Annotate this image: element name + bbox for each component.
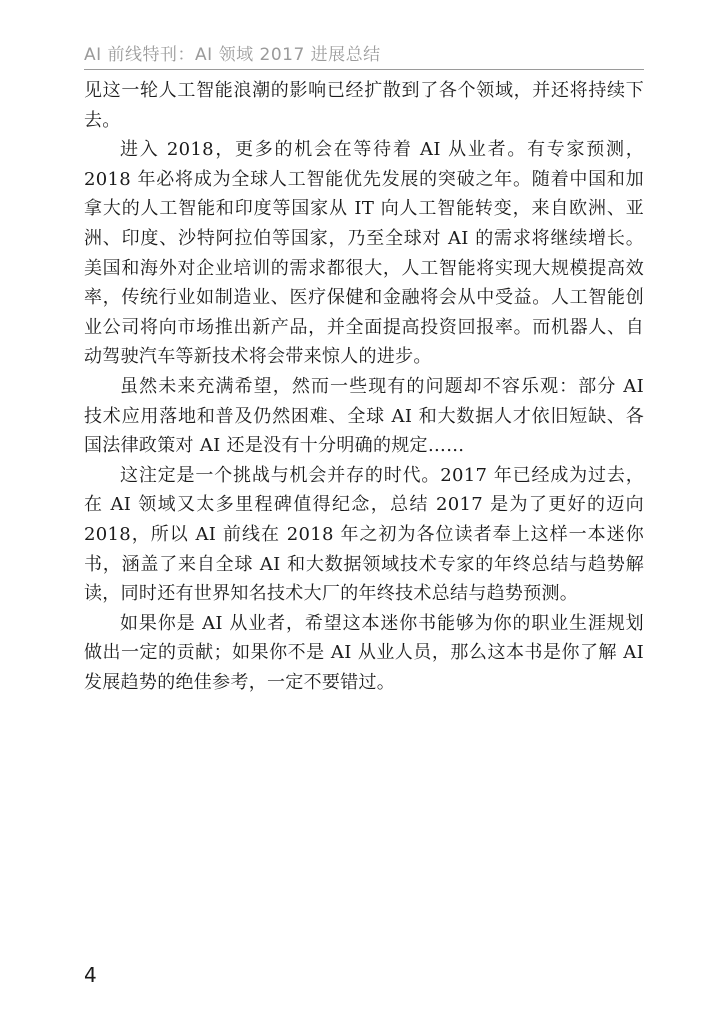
article-body [84, 76, 644, 697]
running-header [84, 36, 644, 70]
page-number: 4 [84, 963, 97, 987]
paragraph-challenges: 虽然未来充满希望，然而一些现有的问题却不容乐观：部分 AI 技术应用落地和普及仍然困难、全球 AI 和大数据人才依旧短缺、各国法律政策对 AI 还是没有十分明确的规定…… [84, 375, 644, 457]
paragraph-recommendation: 如果你是 AI 从业者，希望这本迷你书能够为你的职业生涯规划做出一定的贡献；如果你不是 AI 从业人员，那么这本书是你了解 AI 发展趋势的绝佳参考，一定不要错过。 [84, 612, 644, 693]
paragraph-outlook-2018: 进入 2018，更多的机会在等待着 AI 从业者。有专家预测，2018 年必将成为全球人工智能优先发展的突破之年。随着中国和加拿大的人工智能和印度等国家从 IT 向人工智能转变，来自欧洲、亚洲、印度、沙特阿拉伯等国家，乃至全球对 AI 的需求将继续增长。美国和海外对企业培训的需求都很大，人工智能将实现大规模提高效率，传统行业如制造业、医疗保健和金融将会从中受益。人工智能创业公司将向市场推出新产品，并全面提高投资回报率。而机器人、自动驾驶汽车等新技术将会带来惊人的进步。 [84, 139, 644, 368]
paragraph-mini-book-intro: 这注定是一个挑战与机会并存的时代。2017 年已经成为过去，在 AI 领域又太多里程碑值得纪念，总结 2017 是为了更好的迈向 2018，所以 AI 前线在 2018 年之初为各位读者奉上这样一本迷你书，涵盖了来自全球 AI 和大数据领域技术专家的年终总结与趋势解读，同时还有世界知名技术大厂的年终技术总结与趋势预测。 [84, 464, 644, 605]
paragraph-continued: 见这一轮人工智能浪潮的影响已经扩散到了各个领域，并还将持续下去。 [84, 80, 644, 131]
header-divider [84, 69, 644, 70]
running-header-title: AI 前线特刊：AI 领域 2017 进展总结 [84, 45, 381, 65]
